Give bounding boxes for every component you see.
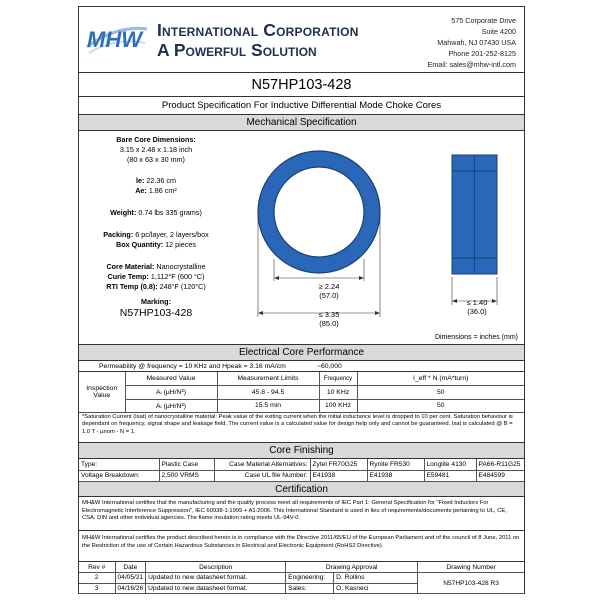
toroid-inner-hole <box>274 167 364 257</box>
column-header: Frequency <box>319 372 357 386</box>
finish-cell: 2,500 VRMS <box>159 470 214 481</box>
rev-number: 3 <box>79 583 115 594</box>
measured-value: Aₗ (μH/N²) <box>125 386 217 400</box>
marking-label: Marking: <box>141 297 171 306</box>
revision-table <box>79 562 524 594</box>
column-header: Date <box>115 562 146 573</box>
od-dim-value: ≤ 3.35 <box>318 310 340 319</box>
height-dim-value: ≤ 1.40 <box>466 298 488 307</box>
measurement-limit: 15.5 min <box>217 399 319 413</box>
marking-value: N57HP103-428 <box>119 307 193 319</box>
approval-name: O. Kasneci <box>334 583 418 594</box>
finishing-heading: Core Finishing <box>79 443 524 459</box>
table-row <box>79 459 524 470</box>
logo-text: MHW <box>87 27 142 52</box>
finish-cell: E41938 <box>310 470 367 481</box>
company-address <box>428 15 516 70</box>
inspection-table <box>79 372 524 413</box>
certification-heading: Certification <box>79 482 524 497</box>
table-row <box>79 386 524 400</box>
id-dim-mm: (57.0) <box>319 291 339 300</box>
approval-role: Engineering: <box>286 573 334 584</box>
rev-description: Updated to new datasheet format. <box>146 573 286 584</box>
finishing-table <box>79 459 524 482</box>
frequency: 100 KHz <box>319 399 357 413</box>
table-row <box>79 372 524 386</box>
company-logo <box>85 17 149 57</box>
iec-certification-text: MH&W International certifies that the manufacturing and the quality process meet all requirements of IEC Part 1: General Specification for "Fixed Inductors For Electromagnetic Interference Suppression", IEC 60938-1:1999 + A1:2006. This International Standard is used in lieu of requirements/documents pertaining to UL, CE, CSA, DIN and other individual agencies. The flame insulation rating meets UL-94V-0. <box>79 497 524 531</box>
finish-cell: Longlite 4130 <box>424 459 476 470</box>
rti-row: RTI Temp (0.8): 248°F (120°C) <box>106 282 206 291</box>
ieff-value: 50 <box>357 386 524 400</box>
id-dim-value: ≥ 2.24 <box>318 282 340 291</box>
column-header: Description <box>146 562 286 573</box>
column-header: I_eff * N (mA*turn) <box>357 372 524 386</box>
approval-role: Sales: <box>286 583 334 594</box>
header <box>79 7 524 73</box>
column-header: Drawing Approval <box>286 562 418 573</box>
company-tagline: A Powerful Solution <box>157 40 317 60</box>
frequency: 10 KHz <box>319 386 357 400</box>
od-dim-mm: (85.0) <box>319 319 339 328</box>
bare-core-in: 3.15 x 2.48 x 1.18 inch <box>119 145 193 154</box>
permeability-label: Permeability @ frequency = 10 KHz and Hpeak = 3.16 mA/cm <box>99 363 286 370</box>
ae-row: Ae: 1.86 cm² <box>135 186 177 195</box>
mechanical-heading: Mechanical Specification <box>79 115 524 131</box>
dimension-units-note: Dimensions = inches (mm) <box>434 334 518 341</box>
measurement-limit: 45.8 - 94.5 <box>217 386 319 400</box>
finish-cell: E484599 <box>476 470 524 481</box>
column-header: Rev # <box>79 562 115 573</box>
column-header: Drawing Number <box>418 562 524 573</box>
box-qty-row: Box Quantity: 12 pieces <box>116 240 196 249</box>
product-title: Product Specification For Inductive Differential Mode Choke Cores <box>79 97 524 115</box>
bare-core-label: Bare Core Dimensions: <box>116 135 196 144</box>
phone: Phone 201-252-8125 <box>448 49 516 58</box>
rohs-certification-text: MH&W International certifies the product described herein is in compliance with the Directive 2011/65/EU of the European Parliament and of the council of 8 June, 2011 on the Restriction of the use of Certain Hazardous Substances in Electrical and Electronic Equipment (RoHS2 Directive). <box>79 531 524 562</box>
column-header: Measured Value <box>125 372 217 386</box>
finish-cell: Case UL file Number: <box>214 470 310 481</box>
address-line: Suite 4200 <box>481 27 516 36</box>
permeability-value: ~60,000 <box>317 363 342 370</box>
finish-cell: Zytel FR70G25 <box>310 459 367 470</box>
company-name: International Corporation <box>157 20 359 40</box>
table-row <box>79 399 524 413</box>
finish-cell: E41938 <box>367 470 424 481</box>
email: Email: sales@mhw-intl.com <box>427 60 516 69</box>
inspection-label: Inspection Value <box>79 372 125 413</box>
finish-cell: Plastic Case <box>159 459 214 470</box>
material-row: Core Material: Nanocrystalline <box>106 262 206 271</box>
packing-row: Packing: 6 pc/layer, 2 layers/box <box>103 230 209 239</box>
weight-row: Weight: 0.74 lbs 335 grams) <box>110 208 202 217</box>
measured-value: Aₗ (μH/N²) <box>125 399 217 413</box>
approval-name: D. Rollins <box>334 573 418 584</box>
part-number: N57HP103-428 <box>79 73 524 97</box>
finish-cell: Type: <box>79 459 159 470</box>
electrical-heading: Electrical Core Performance <box>79 345 524 361</box>
table-row <box>79 470 524 481</box>
address-line: Mahwah, NJ 07430 USA <box>437 38 516 47</box>
curie-row: Curie Temp: 1,112°F (600 °C) <box>107 272 205 281</box>
table-row <box>79 562 524 573</box>
le-row: le: 22.36 cm <box>136 176 176 185</box>
table-row <box>79 573 524 584</box>
column-header: Measurement Limits <box>217 372 319 386</box>
ieff-value: 50 <box>357 399 524 413</box>
rev-date: 04/16/26 <box>115 583 146 594</box>
datasheet <box>78 6 525 594</box>
saturation-note: *Saturation Current (Isat) of nanocrystalline material: Peak value of the exiting current when the initial inductance level is dropped to 10 per cent. Saturation behaviour is dependant on frequency, signal shape and leakage field. The current value is a calculated value for design help only and cannot be guaranteed. Isat is calculated @ B = 1.0 T - µnom - N = 1. <box>79 413 524 443</box>
mechanical-specs <box>79 135 233 320</box>
rev-date: 04/05/21 <box>115 573 146 584</box>
finish-cell: Case Material Alternatives: <box>214 459 310 470</box>
rev-number: 2 <box>79 573 115 584</box>
finish-cell: PA66-R11G25 <box>476 459 524 470</box>
core-drawing <box>233 131 524 345</box>
rev-description: Updated to new datasheet format. <box>146 583 286 594</box>
mechanical-section <box>79 131 524 345</box>
finish-cell: Rynite FR530 <box>367 459 424 470</box>
permeability-row <box>79 361 524 372</box>
drawing-number: N57HP103-428 R3 <box>418 573 524 594</box>
finish-cell: E59481 <box>424 470 476 481</box>
address-line: 575 Corporate Drive <box>451 16 516 25</box>
finish-cell: Voltage Breakdown: <box>79 470 159 481</box>
height-dim-mm: (36.0) <box>467 307 487 316</box>
bare-core-mm: (80 x 63 x 30 mm) <box>127 155 185 164</box>
